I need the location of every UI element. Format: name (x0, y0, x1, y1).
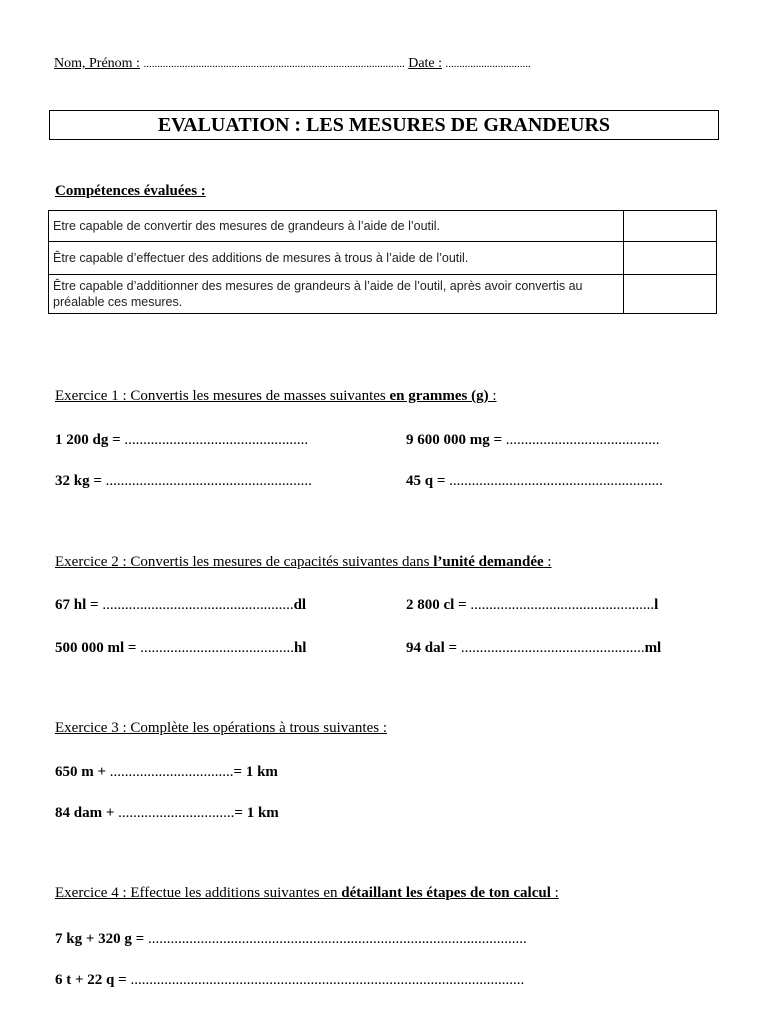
competence-check-cell[interactable] (624, 242, 717, 275)
answer-field[interactable]: ......................................... (140, 640, 294, 656)
exercise-4-heading: Exercice 4 : Effectue les additions suivantes en détaillant les étapes de ton calcul : (55, 885, 559, 901)
table-row (49, 275, 717, 314)
answer-field[interactable]: ................................................... (102, 597, 294, 613)
answer-field[interactable]: ............................... (118, 805, 235, 821)
competence-text: Etre capable de convertir des mesures de grandeurs à l’aide de l’outil. (49, 211, 624, 242)
competence-text: Être capable d’effectuer des additions de mesures à trous à l’aide de l’outil. (49, 242, 624, 275)
answer-field[interactable]: ................................................. (460, 640, 645, 656)
answer-field[interactable]: ..................................................................................................... (147, 931, 527, 947)
exercise-4-item: 6 t + 22 q = ......................................................................................................... (55, 972, 525, 988)
exercise-1-item: 45 q = ......................................................... (406, 473, 663, 489)
name-label: Nom, Prénom : (54, 56, 140, 71)
answer-field[interactable]: ................................................. (124, 432, 309, 448)
answer-field[interactable]: ....................................................... (105, 473, 312, 489)
target-unit: ml (644, 640, 662, 656)
exercise-2-item: 67 hl = ...................................................dl (55, 597, 307, 613)
competences-heading: Compétences évaluées : (55, 183, 206, 199)
competence-check-cell[interactable] (624, 211, 717, 242)
exercise-3-heading: Exercice 3 : Complète les opérations à trous suivantes : (55, 720, 387, 736)
header-line (54, 56, 714, 72)
table-row (49, 211, 717, 242)
answer-field[interactable]: ......................................................................................................... (130, 972, 525, 988)
page-title: EVALUATION : LES MESURES DE GRANDEURS (49, 110, 719, 140)
exercise-2-item: 94 dal = .................................................ml (406, 640, 662, 656)
name-field[interactable]: ............................................................................................... (143, 58, 405, 70)
target-unit: l (654, 597, 659, 613)
exercise-1-item: 9 600 000 mg = ......................................... (406, 432, 660, 448)
table-row (49, 242, 717, 275)
competence-text: Être capable d’additionner des mesures de grandeurs à l’aide de l’outil, après avoir convertis au préalable ces mesures. (49, 275, 624, 314)
exercise-2-heading: Exercice 2 : Convertis les mesures de capacités suivantes dans l’unité demandée : (55, 554, 552, 570)
exercise-4-item: 7 kg + 320 g = ..................................................................................................... (55, 931, 527, 947)
answer-field[interactable]: ................................................. (470, 597, 655, 613)
exercise-3-item: 84 dam + ...............................= 1 km (55, 805, 279, 821)
competences-table (48, 210, 717, 314)
answer-field[interactable]: ................................. (109, 764, 234, 780)
exercise-1-item: 32 kg = ....................................................... (55, 473, 312, 489)
exercise-2-item: 2 800 cl = .................................................l (406, 597, 659, 613)
exercise-2-item: 500 000 ml = .........................................hl (55, 640, 307, 656)
exercise-3-item: 650 m + .................................= 1 km (55, 764, 278, 780)
answer-field[interactable]: ......................................... (505, 432, 660, 448)
date-field[interactable]: ............................... (445, 58, 531, 70)
answer-field[interactable]: ......................................................... (449, 473, 663, 489)
target-unit: dl (293, 597, 307, 613)
date-label: Date : (408, 56, 443, 71)
competence-check-cell[interactable] (624, 275, 717, 314)
exercise-1-heading: Exercice 1 : Convertis les mesures de masses suivantes en grammes (g) : (55, 388, 497, 404)
target-unit: hl (293, 640, 307, 656)
exercise-1-item: 1 200 dg = ................................................. (55, 432, 309, 448)
